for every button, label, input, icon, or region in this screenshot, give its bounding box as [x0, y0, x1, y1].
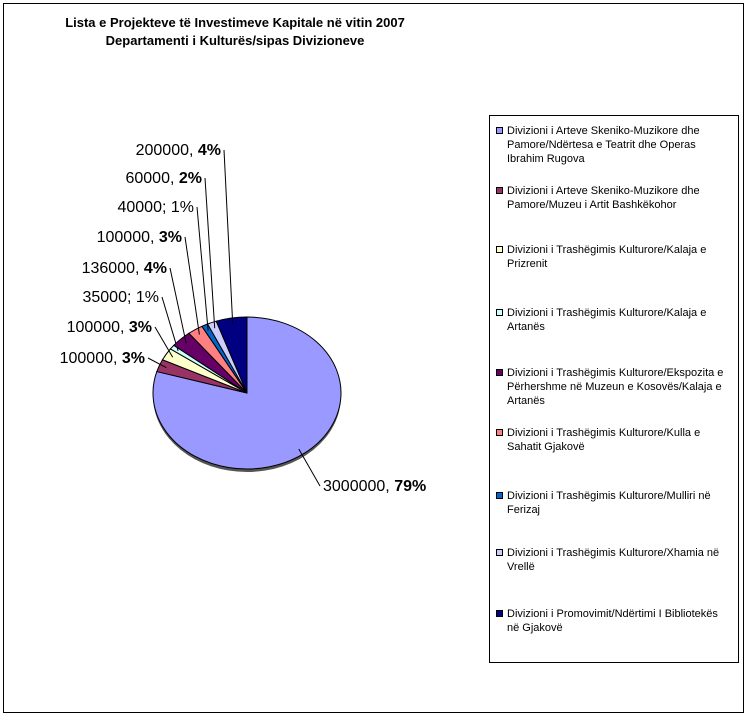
legend-item-4: [496, 306, 732, 334]
data-label-value: 200000,: [135, 142, 198, 159]
data-label-value: 100000,: [66, 319, 129, 336]
data-label-percent: 4%: [197, 142, 221, 159]
legend-item-9: [496, 607, 732, 635]
data-label-percent: 3%: [121, 350, 145, 367]
leader-line-6: [185, 237, 199, 335]
legend-swatch: [496, 610, 503, 617]
legend-label: Divizioni i Promovimit/Ndërtimi I Bibliotekës në Gjakovë: [507, 608, 718, 634]
chart-title-line-2: Departamenti i Kulturës/sipas Divizioneve: [105, 33, 365, 48]
data-label-9: [136, 142, 221, 159]
legend-item-3: [496, 243, 732, 271]
data-label-4: [82, 289, 159, 306]
data-label-6: [97, 229, 182, 246]
data-label-3: [67, 319, 152, 336]
leader-line-8: [205, 178, 215, 328]
leader-line-7: [197, 207, 208, 331]
legend-swatch: [496, 549, 503, 556]
legend-item-5: [496, 366, 732, 408]
legend-item-1: [496, 124, 732, 166]
data-label-5: [82, 260, 167, 277]
legend-label: Divizioni i Arteve Skeniko-Muzikore dhe Pamore/Ndërtesa e Teatrit dhe Operas Ibrahim Rugova: [507, 125, 700, 165]
data-label-value: 100000,: [59, 350, 122, 367]
chart-title-line-1: Lista e Projekteve të Investimeve Kapitale në vitin 2007: [65, 15, 405, 30]
legend-label: Divizioni i Trashëgimis Kulturore/Ekspozita e Përhershme në Muzeun e Kosovës/Kalaja e Artanës: [507, 367, 724, 407]
legend-swatch: [496, 127, 503, 134]
data-label-value: 60000,: [125, 170, 179, 187]
data-label-value: 40000;: [117, 199, 171, 216]
legend-swatch: [496, 309, 503, 316]
legend-item-7: [496, 489, 732, 517]
data-label-8: [125, 170, 202, 187]
data-label-percent: 79%: [394, 478, 427, 495]
legend-label: Divizioni i Trashëgimis Kulturore/Kalaja e Artanës: [507, 307, 707, 333]
legend: [489, 115, 739, 663]
leader-line-1: [299, 449, 320, 486]
data-label-percent: 1%: [135, 289, 159, 306]
legend-label: Divizioni i Arteve Skeniko-Muzikore dhe Pamore/Muzeu i Artit Bashkëkohor: [507, 185, 700, 211]
data-label-1: [323, 478, 426, 495]
data-label-value: 3000000,: [323, 478, 395, 495]
legend-label: Divizioni i Trashëgimis Kulturore/Mulliri në Ferizaj: [507, 490, 711, 516]
legend-swatch: [496, 369, 503, 376]
leader-line-9: [224, 150, 233, 324]
legend-item-2: [496, 184, 732, 212]
legend-swatch: [496, 246, 503, 253]
legend-swatch: [496, 429, 503, 436]
data-label-7: [117, 199, 194, 216]
data-label-percent: 3%: [128, 319, 152, 336]
data-label-percent: 4%: [143, 260, 167, 277]
legend-item-6: [496, 426, 732, 454]
leader-line-3: [155, 327, 173, 357]
data-label-percent: 1%: [170, 199, 194, 216]
data-label-2: [60, 350, 145, 367]
legend-item-8: [496, 546, 732, 574]
legend-swatch: [496, 187, 503, 194]
data-label-value: 35000;: [82, 289, 136, 306]
legend-swatch: [496, 492, 503, 499]
data-label-percent: 3%: [158, 229, 182, 246]
data-label-value: 136000,: [81, 260, 144, 277]
legend-label: Divizioni i Trashëgimis Kulturore/Kalaja e Prizrenit: [507, 244, 707, 270]
data-label-percent: 2%: [178, 170, 202, 187]
legend-label: Divizioni i Trashëgimis Kulturore/Kulla e Sahatit Gjakovë: [507, 427, 701, 453]
data-label-value: 100000,: [96, 229, 159, 246]
legend-label: Divizioni i Trashëgimis Kulturore/Xhamia në Vrellë: [507, 547, 720, 573]
